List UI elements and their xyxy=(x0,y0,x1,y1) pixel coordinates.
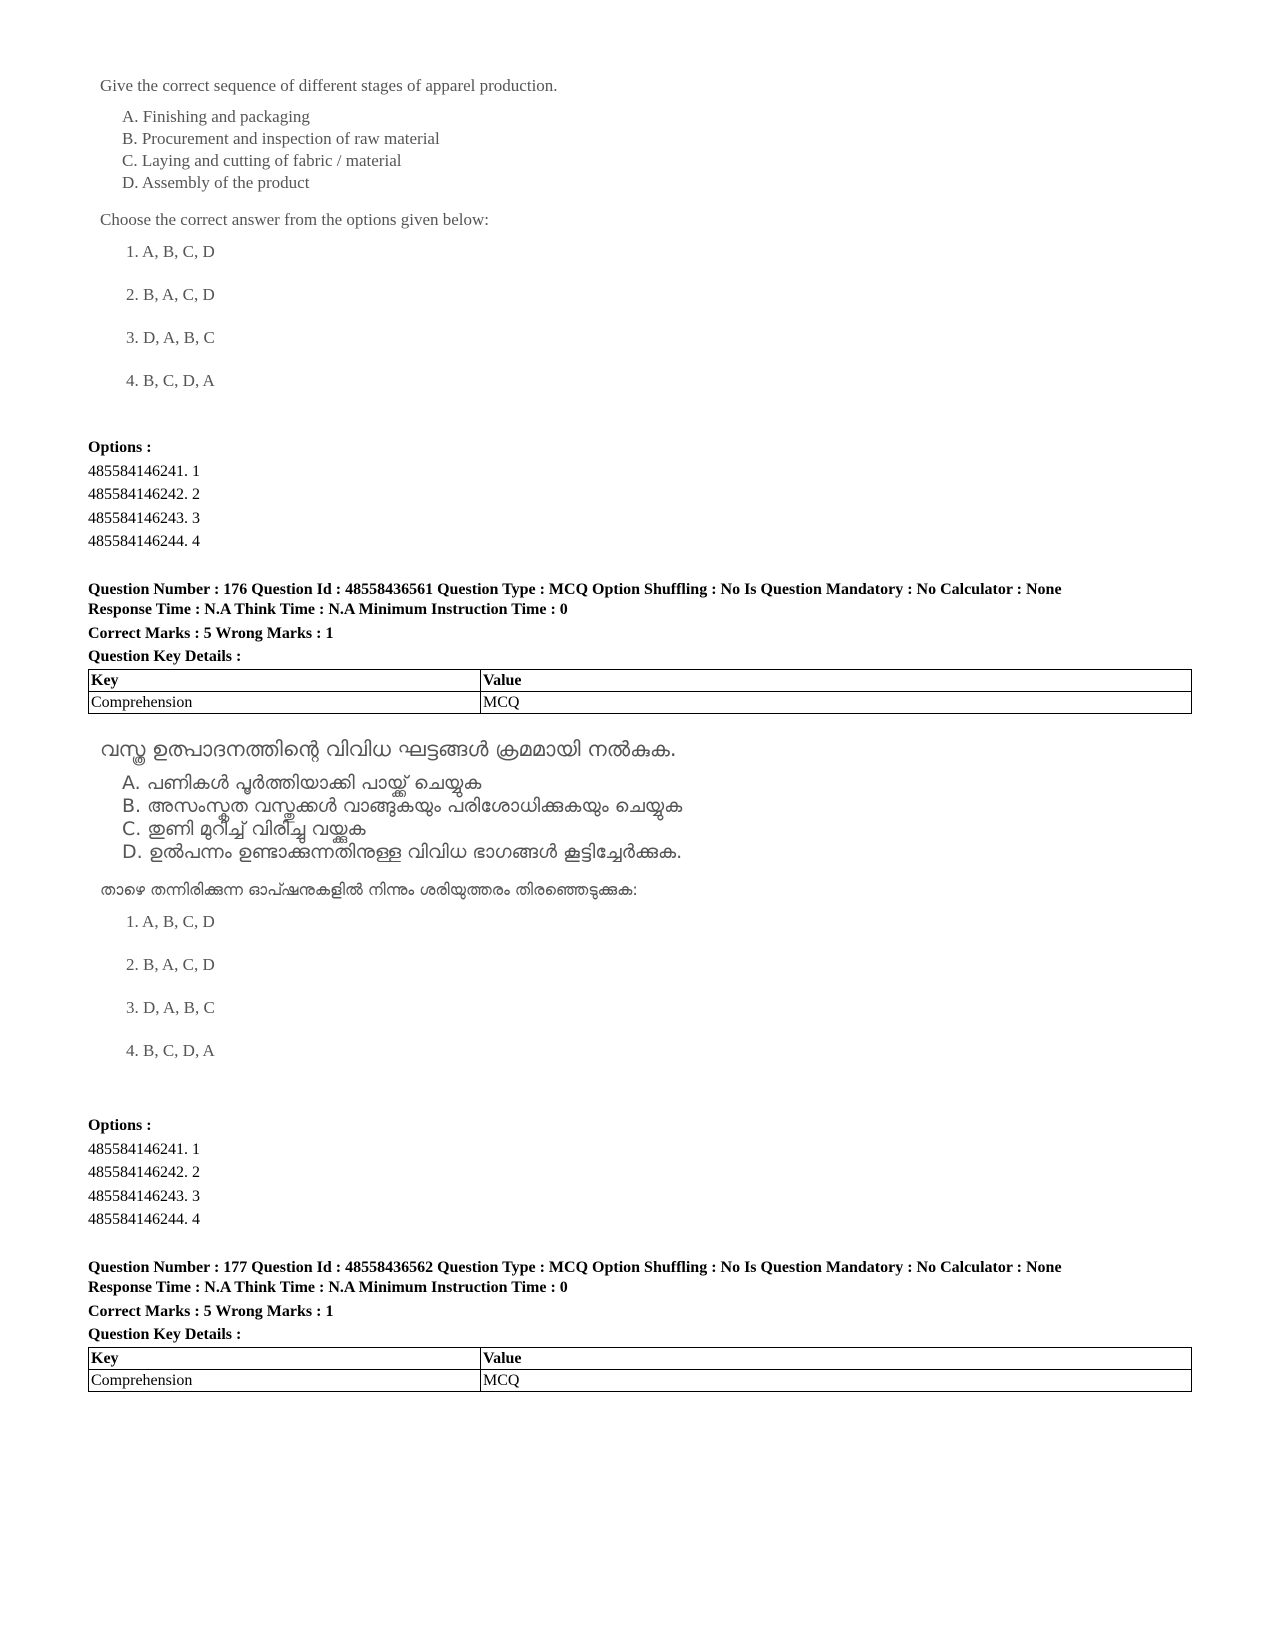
option-item: 485584146243. 3 xyxy=(88,509,200,527)
question-image-english xyxy=(100,76,558,402)
option-item: 485584146243. 3 xyxy=(88,1187,200,1205)
answer-choice: 2. B, A, C, D xyxy=(126,955,215,974)
table-cell-key: Comprehension xyxy=(89,692,481,714)
statement-item: D. Assembly of the product xyxy=(122,173,310,192)
answer-choice: 1. A, B, C, D xyxy=(126,912,215,931)
statement-list xyxy=(122,106,558,194)
table-header-key: Key xyxy=(89,670,481,692)
question-stem: വസ്ത്ര ഉത്പാദനത്തിന്റെ വിവിധ ഘട്ടങ്ങൾ ക്രമമായി നൽകുക. xyxy=(100,737,677,761)
table-row xyxy=(89,1370,1192,1392)
question-key-table xyxy=(88,669,1192,714)
statement-list xyxy=(122,772,682,864)
option-item: 485584146242. 2 xyxy=(88,1164,200,1181)
options-block xyxy=(88,436,200,554)
key-details-label: Question Key Details : xyxy=(88,1326,242,1343)
table-cell-value: MCQ xyxy=(481,692,1192,714)
answer-choice: 4. B, C, D, A xyxy=(126,1041,215,1060)
table-cell-value: MCQ xyxy=(481,1370,1192,1392)
option-item: 485584146244. 4 xyxy=(88,1211,200,1228)
question-timing-line: Response Time : N.A Think Time : N.A Minimum Instruction Time : 0 xyxy=(88,600,568,618)
choose-instruction: Choose the correct answer from the options given below: xyxy=(100,210,490,229)
marks-line: Correct Marks : 5 Wrong Marks : 1 xyxy=(88,1303,334,1320)
table-header-value: Value xyxy=(481,1348,1192,1370)
option-item: 485584146241. 1 xyxy=(88,462,200,480)
question-stem: Give the correct sequence of different stages of apparel production. xyxy=(100,76,558,95)
options-label: Options : xyxy=(88,1117,152,1134)
question-177-header xyxy=(88,1258,1062,1346)
table-row xyxy=(89,692,1192,714)
table-header-row xyxy=(89,1348,1192,1370)
answer-choice: 2. B, A, C, D xyxy=(126,285,215,304)
table-header-value: Value xyxy=(481,670,1192,692)
question-meta-line: Question Number : 177 Question Id : 48558436562 Question Type : MCQ Option Shuffling : No Is Question Mandatory : No Calculator : None xyxy=(88,1259,1062,1276)
statement-item: B. അസംസ്കൃത വസ്തുക്കൾ വാങ്ങുകയും പരിശോധിക്കുകയും ചെയ്യുക xyxy=(122,795,683,817)
answer-choice: 1. A, B, C, D xyxy=(126,242,215,261)
answer-choice: 3. D, A, B, C xyxy=(126,998,215,1017)
statement-item: C. തുണി മുറിച്ച് വിരിച്ചു വയ്ക്കുക xyxy=(122,818,366,840)
table-header-row xyxy=(89,670,1192,692)
key-details-label: Question Key Details : xyxy=(88,648,242,665)
options-block xyxy=(88,1114,200,1232)
option-item: 485584146241. 1 xyxy=(88,1140,200,1158)
question-image-malayalam xyxy=(100,737,682,1072)
table-header-key: Key xyxy=(89,1348,481,1370)
statement-item: B. Procurement and inspection of raw material xyxy=(122,129,440,148)
question-timing-line: Response Time : N.A Think Time : N.A Minimum Instruction Time : 0 xyxy=(88,1278,568,1296)
answer-choice: 3. D, A, B, C xyxy=(126,328,215,347)
question-meta-line: Question Number : 176 Question Id : 48558436561 Question Type : MCQ Option Shuffling : No Is Question Mandatory : No Calculator : None xyxy=(88,581,1062,598)
marks-line: Correct Marks : 5 Wrong Marks : 1 xyxy=(88,625,334,642)
option-item: 485584146242. 2 xyxy=(88,486,200,503)
table-cell-key: Comprehension xyxy=(89,1370,481,1392)
choose-instruction: താഴെ തന്നിരിക്കുന്ന ഓപ്ഷനുകളിൽ നിന്നും ശരിയുത്തരം തിരഞ്ഞെടുക്കുക: xyxy=(100,880,638,899)
question-176-header xyxy=(88,580,1062,668)
option-item: 485584146244. 4 xyxy=(88,533,200,550)
options-label: Options : xyxy=(88,439,152,456)
question-key-table xyxy=(88,1347,1192,1392)
answer-choice: 4. B, C, D, A xyxy=(126,371,215,390)
statement-item: A. പണികൾ പൂർത്തിയാക്കി പായ്ക്ക് ചെയ്യുക xyxy=(122,772,482,794)
statement-item: C. Laying and cutting of fabric / material xyxy=(122,151,402,170)
statement-item: A. Finishing and packaging xyxy=(122,107,310,126)
statement-item: D. ഉൽപന്നം ഉണ്ടാക്കുന്നതിനുള്ള വിവിധ ഭാഗങ്ങൾ കൂട്ടിച്ചേർക്കുക. xyxy=(122,841,683,863)
